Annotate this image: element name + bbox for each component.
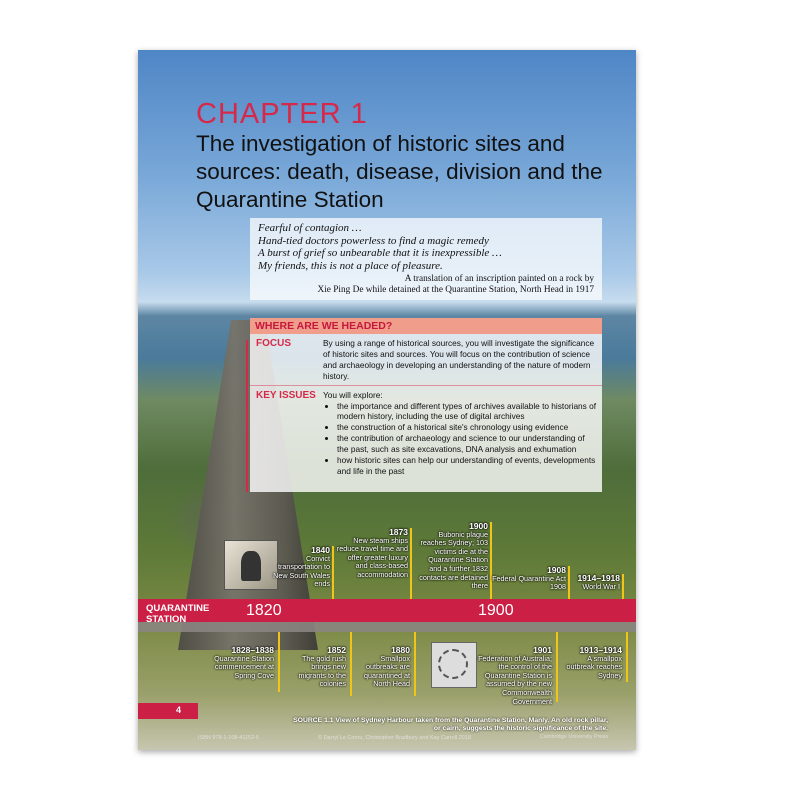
bar-label-line1: QUARANTINE bbox=[146, 603, 210, 614]
timeline-event bbox=[416, 522, 488, 591]
where-are-we-headed-box bbox=[250, 318, 602, 492]
timeline-event bbox=[286, 646, 346, 689]
source-caption: SOURCE 1.1 View of Sydney Harbour taken from the Quarantine Station, Manly. An old rock pillar, or cairn, suggests the historic significance of the site. bbox=[293, 717, 608, 732]
key-issue-item: • the importance and different types of archives available to historians of modern history, including the use of digital archives bbox=[337, 401, 598, 423]
key-issues-intro: You will explore: bbox=[323, 389, 383, 400]
chapter-label: CHAPTER 1 bbox=[196, 98, 368, 130]
event-year: 1840 bbox=[311, 545, 330, 555]
footer-publisher: Cambridge University Press bbox=[539, 734, 608, 740]
where-headed-header: WHERE ARE WE HEADED? bbox=[250, 318, 602, 334]
key-issues-body bbox=[323, 386, 602, 480]
event-year: 1900 bbox=[469, 521, 488, 531]
key-issue-item: • how historic sites can help our understanding of events, developments and life in the past bbox=[337, 455, 598, 477]
timeline-event bbox=[566, 646, 622, 680]
footer-isbn: ISBN 978-1-108-41152-5 bbox=[198, 735, 260, 741]
event-year: 1873 bbox=[389, 527, 408, 537]
timeline-tick bbox=[626, 632, 628, 682]
bar-label-line2: STATION bbox=[146, 614, 187, 625]
page-number: 4 bbox=[176, 705, 182, 715]
event-year: 1913–1914 bbox=[579, 645, 622, 655]
event-text: A smallpox outbreak reaches Sydney bbox=[566, 653, 622, 680]
focus-label: FOCUS bbox=[256, 338, 291, 349]
quote-line: A burst of grief so unbearable that it is inexpressible … bbox=[258, 247, 502, 259]
quote-line: Fearful of contagion … bbox=[258, 222, 362, 234]
quote-line: Hand-tied doctors powerless to find a magic remedy bbox=[258, 234, 489, 247]
event-year: 1880 bbox=[391, 645, 410, 655]
event-text: Bubonic plague reaches Sydney; 103 victims die at the Quarantine Station and a further 1832 contacts are detained there bbox=[419, 529, 488, 591]
key-issue-item: • the contribution of archaeology and science to our understanding of the past, such as site excavations, DNA analysis and exhumation bbox=[337, 433, 598, 455]
timeline-grey-band bbox=[138, 622, 636, 632]
event-text: Federal Quarantine Act 1908 bbox=[492, 573, 566, 592]
chapter-title: The investigation of historic sites and sources: death, disease, division and the Quarantine Station bbox=[196, 131, 603, 212]
timeline-bar-label bbox=[146, 603, 209, 625]
event-year: 1828–1838 bbox=[231, 645, 274, 655]
timeline-tick bbox=[414, 632, 416, 696]
timeline-event bbox=[270, 546, 330, 589]
red-margin-line bbox=[246, 340, 248, 492]
event-year: 1914–1918 bbox=[577, 573, 620, 583]
focus-row bbox=[250, 334, 602, 386]
timeline-tick bbox=[622, 574, 624, 599]
page-number-tab bbox=[138, 703, 198, 719]
key-issue-item: • the construction of a historical site's chronology using evidence bbox=[337, 422, 598, 433]
timeline-event bbox=[334, 528, 408, 580]
event-text: The gold rush brings new migrants to the colonies bbox=[298, 653, 346, 689]
timeline-start-year: 1820 bbox=[246, 602, 282, 619]
event-text: New steam ships reduce travel time and offer greater luxury and class-based accommodation bbox=[336, 535, 408, 579]
quote-caption-line2: Xie Ping De while detained at the Quarantine Station, North Head in 1917 bbox=[317, 285, 594, 295]
event-text: Federation of Australia; the control of the Quarantine Station is assumed by the new Commonwealth Government bbox=[478, 653, 552, 706]
event-year: 1901 bbox=[533, 645, 552, 655]
key-issues-list bbox=[323, 401, 598, 477]
timeline-event bbox=[478, 646, 552, 706]
quote-caption bbox=[258, 274, 594, 296]
timeline-event bbox=[568, 574, 620, 591]
event-text: Quarantine Station commencement at Spring Cove bbox=[214, 653, 274, 680]
timeline-tick bbox=[410, 528, 412, 599]
event-text: Smallpox outbreaks are quarantined at North Head bbox=[364, 653, 410, 689]
textbook-page bbox=[138, 50, 636, 750]
key-issues-row bbox=[250, 386, 602, 480]
timeline-tick bbox=[278, 632, 280, 692]
event-year: 1852 bbox=[327, 645, 346, 655]
focus-text: By using a range of historical sources, you will investigate the significance of historic sites and sources. You will focus on the contribution of science and archaeology in developing an understanding of the nature of modern history. bbox=[323, 338, 595, 381]
timeline-tick bbox=[350, 632, 352, 696]
quote-line: My friends, this is not a place of pleasure. bbox=[258, 259, 443, 272]
key-issues-label: KEY ISSUES bbox=[256, 389, 316, 401]
smallpox-disc-image bbox=[431, 642, 477, 688]
footer-copyright: © Darryl Le Cornu, Christopher Bradbury and Kay Carroll 2018 bbox=[318, 735, 471, 741]
timeline-mid-year: 1900 bbox=[478, 602, 514, 619]
timeline-tick bbox=[556, 632, 558, 702]
event-year: 1908 bbox=[547, 565, 566, 575]
event-text: Convict transportation to New South Wales ends bbox=[273, 553, 330, 589]
quote-caption-line1: A translation of an inscription painted on a rock by bbox=[404, 274, 594, 284]
quote-box bbox=[250, 218, 602, 300]
event-text: World War I bbox=[582, 581, 620, 591]
timeline-event bbox=[490, 566, 566, 592]
timeline-event bbox=[354, 646, 410, 689]
timeline-bar bbox=[138, 599, 636, 622]
timeline-event bbox=[208, 646, 274, 680]
